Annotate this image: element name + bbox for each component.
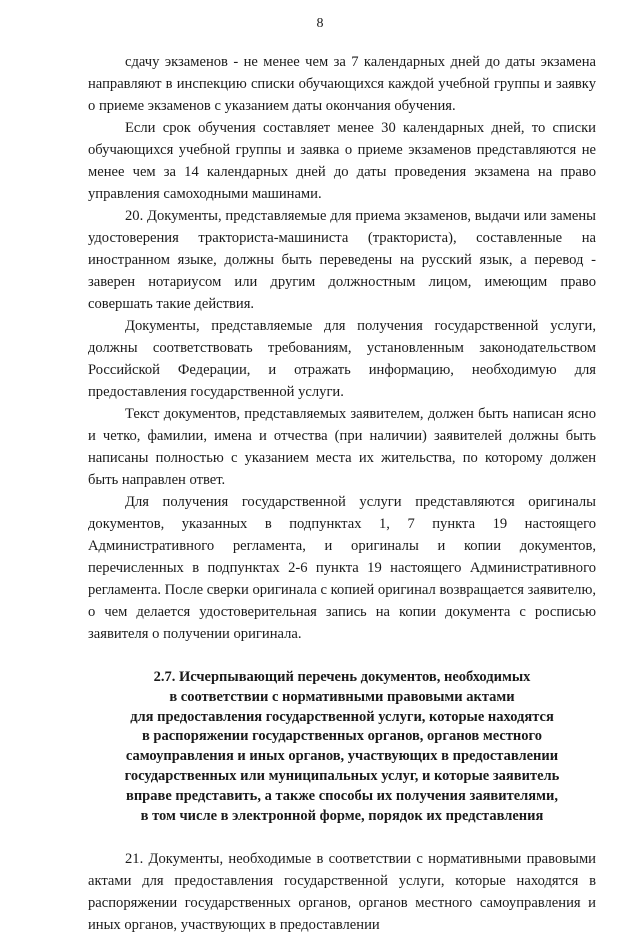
heading-line: в распоряжении государственных органов, органов местного: [141, 728, 543, 745]
paragraph: Документы, представляемые для получения государственной услуги, должны соответствовать требованиям, установленным законодательством Российской Федерации, и отражать информацию, необходимую для предоставления государственной услуги.: [88, 318, 596, 400]
heading-line: в соответствии с нормативными правовыми актами: [169, 688, 515, 705]
paragraph: Если срок обучения составляет менее 30 календарных дней, то списки обучающихся учебной группы и заявка о приеме экзаменов представляются не менее чем за 14 календарных дней до даты проведения экзамена на право управления самоходными машинами.: [88, 120, 596, 202]
heading-line: для предоставления государственной услуги, которые находятся: [130, 708, 554, 725]
paragraph: Для получения государственной услуги представляются оригиналы документов, указанных в подпунктах 1, 7 пункта 19 настоящего Административного регламента, и оригиналы и копии документов, перечисленных в подпунктах 2-6 пункта 19 настоящего Административного регламента. После сверки оригинала с копией оригинал возвращается заявителю, о чем делается удостоверительная запись на копии документа с росписью заявителя о получении оригинала.: [88, 494, 596, 642]
paragraph: 21. Документы, необходимые в соответствии с нормативными правовыми актами для предоставления государственной услуги, которые находятся в распоряжении государственных органов, органов местного самоуправления и иных органов, участвующих в предоставлении: [88, 851, 596, 934]
section-heading: [88, 668, 596, 826]
document-body: [88, 51, 596, 936]
paragraph: сдачу экзаменов - не менее чем за 7 календарных дней до даты экзамена направляют в инспекцию списки обучающихся каждой учебной группы и заявку о приеме экзаменов с указанием даты окончания обучения.: [88, 54, 596, 114]
paragraph: 20. Документы, представляемые для приема экзаменов, выдачи или замены удостоверения тракториста-машиниста (тракториста), составленные на иностранном языке, должны быть переведены на русский язык, а перевод - заверен нотариусом или другим должностным лицом, имеющим право совершать такие действия.: [88, 208, 596, 312]
page-number: 8: [316, 16, 324, 31]
heading-line: государственных или муниципальных услуг, и которые заявитель: [124, 767, 560, 784]
paragraph: Текст документов, представляемых заявителем, должен быть написан ясно и четко, фамилии, имена и отчества (при наличии) заявителей должны быть написаны полностью с указанием места их жительства, по которому должен быть направлен ответ.: [88, 406, 596, 488]
heading-line: самоуправления и иных органов, участвующих в предоставлении: [125, 748, 559, 765]
heading-line: 2.7. Исчерпывающий перечень документов, необходимых: [153, 669, 531, 685]
heading-line: в том числе в электронной форме, порядок их представления: [140, 807, 544, 824]
heading-line: вправе представить, а также способы их получения заявителями,: [125, 787, 558, 804]
